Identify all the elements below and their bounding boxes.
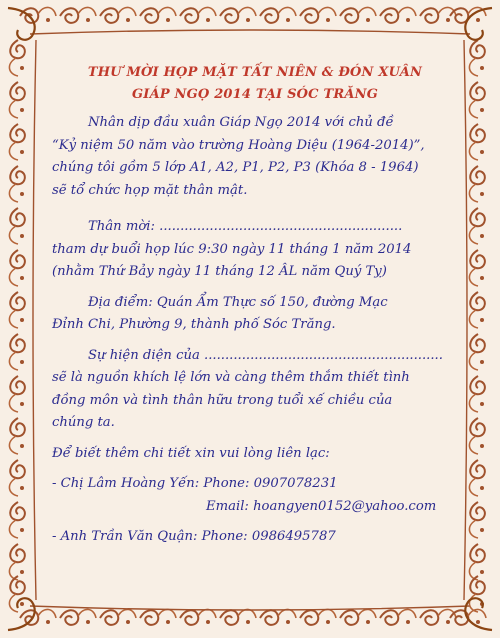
contact-intro: Để biết thêm chi tiết xin vui lòng liên lạc: <box>52 445 330 461</box>
contact-1-email: Email: hoangyen0152@yahoo.com <box>206 498 437 514</box>
para1-line-1: Nhân dịp đầu xuân Giáp Ngọ 2014 với chủ đề <box>88 115 394 130</box>
para1-line-3: chúng tôi gồm 5 lớp A1, A2, P1, P2, P3 (Khóa 8 - 1964) <box>52 160 419 175</box>
presence-line-3: đồng môn và tình thân hữu trong tuổi xế chiều của <box>52 392 393 408</box>
contact-2-phone: - Anh Trần Văn Quận: Phone: 0986495787 <box>52 529 336 544</box>
presence-line-4: chúng ta. <box>52 415 115 430</box>
invite-line-3: (nhằm Thứ Bảy ngày 11 tháng 12 ÂL năm Quý Tỵ) <box>52 264 387 279</box>
place-line-2: Đỉnh Chi, Phường 9, thành phố Sóc Trăng. <box>52 317 336 332</box>
contact-1-phone: - Chị Lâm Hoàng Yến: Phone: 0907078231 <box>52 476 338 491</box>
invite-line-2: tham dự buổi họp lúc 9:30 ngày 11 tháng 1 năm 2014 <box>52 241 412 257</box>
title-line-2: GIÁP NGỌ 2014 TẠI SÓC TRĂNG <box>131 87 378 102</box>
invitation-body <box>52 112 452 549</box>
presence-line-2: sẽ là nguồn khích lệ lớn và càng thêm thắm thiết tình <box>52 370 410 385</box>
para1-line-4: sẽ tổ chức họp mặt thân mật. <box>52 182 248 198</box>
invite-line-1: Thân mời: .......................................................... <box>88 219 403 234</box>
invitation-title <box>58 62 452 106</box>
para1-line-2: “Kỷ niệm 50 năm vào trường Hoàng Diệu (1964-2014)”, <box>52 137 425 153</box>
invitation-content <box>52 62 452 549</box>
title-line-1: THƯ MỜI HỌP MẶT TẤT NIÊN & ĐÓN XUÂN <box>87 65 423 80</box>
presence-line-1: Sự hiện diện của ......................................................... <box>88 347 443 363</box>
place-line-1: Địa điểm: Quán Ẩm Thực số 150, đường Mạc <box>88 294 388 310</box>
